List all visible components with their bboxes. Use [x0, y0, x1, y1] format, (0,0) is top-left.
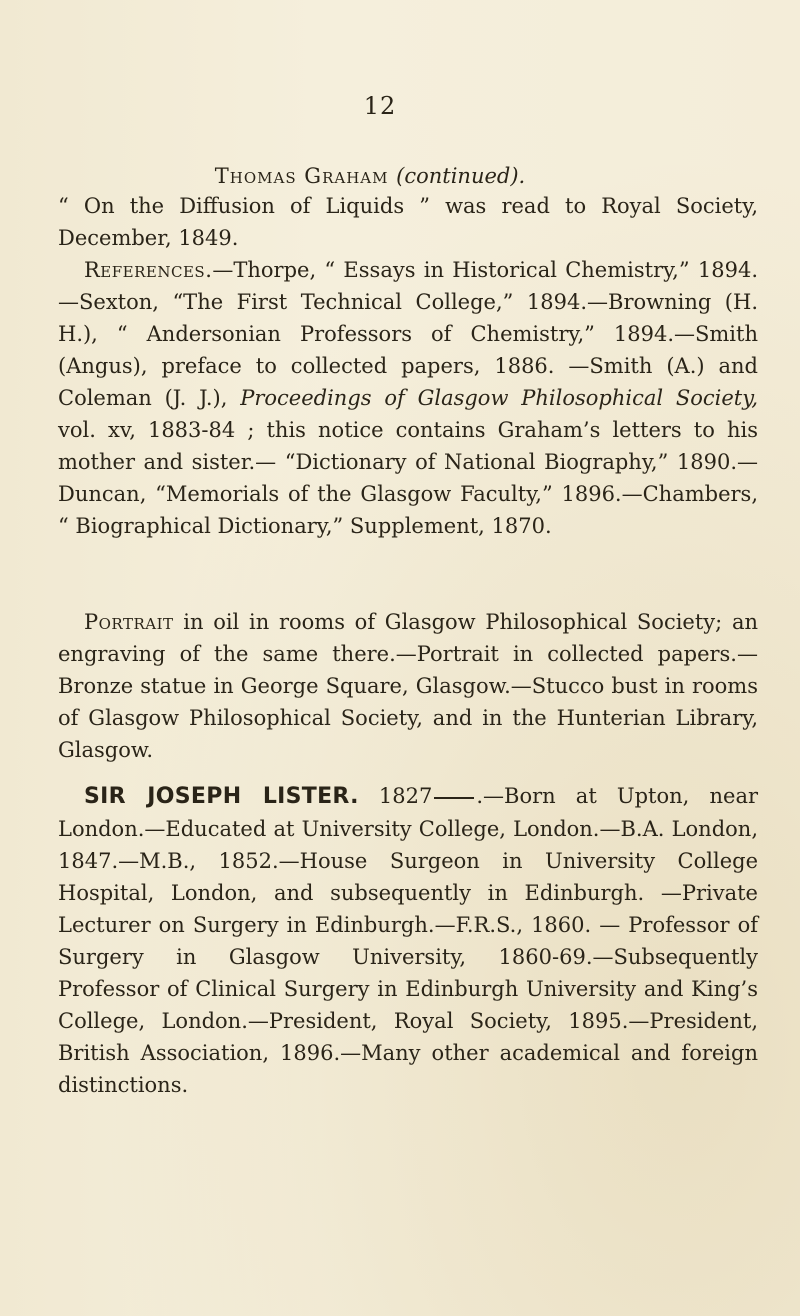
diffusion-text: “ On the Diffusion of Liquids ” was read to Royal Society, December, 1849.	[58, 194, 758, 250]
page-number: 12	[363, 92, 397, 120]
lister-birth-year: 1827	[378, 784, 433, 808]
lister-text: .—Born at Upton, near London.—Educated at University College, London.—B.A. London, 1847.—M.B., 1852.—House Surgeon in University College Hospital, London, and subsequently in Edinburgh. —Private Lecturer on Surgery in Edinburgh.—F.R.S., 1860. — Professor of Surgery in Glasgow University, 1860-69.—Subsequently Professor of Clinical Surgery in Edinburgh University and King’s College, London.—President, Royal Society, 1895.—President, British Association, 1896.—Many other academical and foreign distinctions.	[58, 784, 758, 1097]
heading-name: Thomas Graham	[214, 164, 389, 188]
references-italic-title: Proceedings of Glasgow Philosophical Society,	[240, 386, 758, 410]
portrait-label: Portrait	[84, 610, 174, 634]
portrait-paragraph	[58, 606, 758, 766]
heading-continued: (continued).	[396, 164, 526, 188]
lister-entry	[58, 780, 758, 1101]
section-heading-graham	[0, 162, 740, 190]
portrait-text: in oil in rooms of Glasgow Philosophical Society; an engraving of the same there.—Portrait in collected papers.—Bronze statue in George Square, Glasgow.—Stucco bust in rooms of Glasgow Philosophical Society, and in the Hunterian Library, Glasgow.	[58, 610, 758, 762]
references-text-a: —Thorpe, “ Essays in Historical Chemistry,” 1894.—Sexton, “The First Technical College,” 1894.—Browning (H. H.), “ Andersonian Professors of Chemistry,” 1894.—Smith (Angus), preface to collected papers, 1886. —Smith (A.) and Coleman (J. J.),	[58, 258, 758, 410]
references-paragraph	[58, 254, 758, 542]
references-text-b: vol. xv, 1883-84 ; this notice contains Graham’s letters to his mother and sister.— “Dictionary of National Biography,” 1890.—Duncan, “Memorials of the Glasgow Faculty,” 1896.—Chambers, “ Biographical Dictionary,” Supplement, 1870.	[58, 418, 758, 538]
death-year-blank	[434, 797, 474, 799]
lister-name: SIR JOSEPH LISTER.	[84, 784, 359, 809]
diffusion-paragraph	[58, 190, 758, 254]
references-label: References.	[84, 258, 213, 282]
